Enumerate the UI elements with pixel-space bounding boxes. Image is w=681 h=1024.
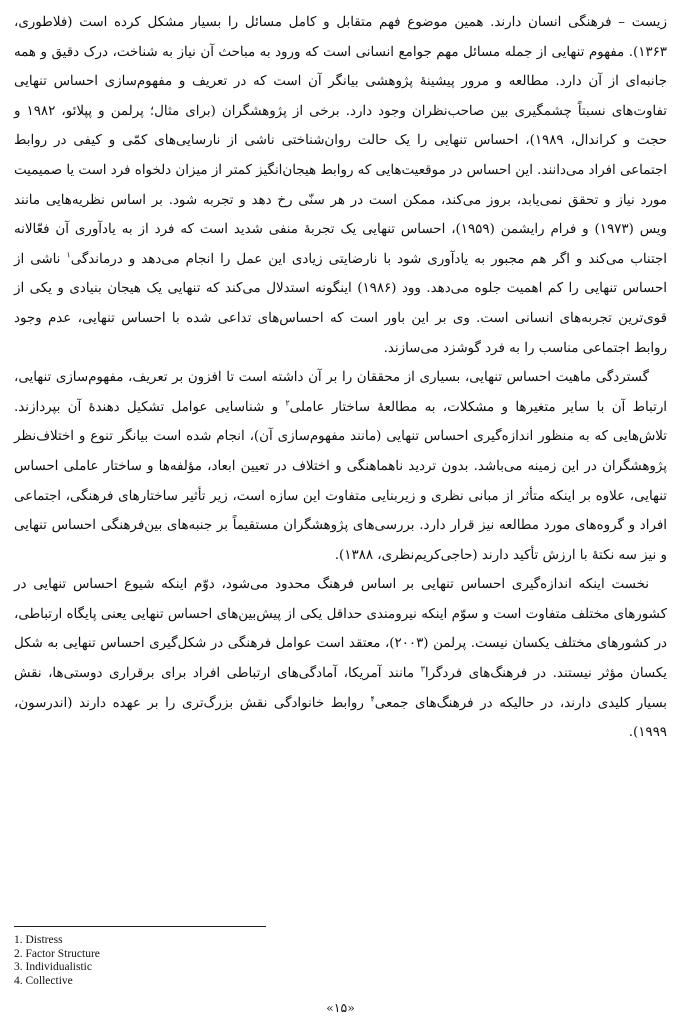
footnote-4: 4. Collective xyxy=(14,974,73,987)
paper-page xyxy=(14,8,667,1016)
paragraph-2 xyxy=(14,363,667,570)
paragraph-1 xyxy=(14,8,667,363)
paragraph-2-text-b: و شناسایی عوامل تشکیل دهندهٔ آن بپردازند. تلاش‌هایی که به منظور اندازه‌گیری احساس تنهایی (مانند مفهوم‌سازی آن)، انجام شده است بیانگر تنوع و اختلاف‌نظر پژوهشگران در این زمینه می‌باشد. بدون تردید ناهماهنگی و اختلاف در تعیین ابعاد، مؤلفه‌ها و ساختار عاملی احساس تنهایی، علاوه بر اینکه متأثر از مبانی نظری و زیربنایی متفاوت این سازه است، زیر تأثیر ساختارهای فرهنگی، اجتماعی افراد و گروه‌های مورد مطالعه نیز قرار دارد. بررسی‌های پژوهشگران مستقیماً بر جنبه‌های بین‌فرهنگی احساس تنهایی و نیز سه نکتهٔ با ارزش تأکید دارند (حاجی‌کریم‌نظری، ۱۳۸۸). xyxy=(14,399,667,563)
footnote-3: 3. Individualistic xyxy=(14,961,92,974)
page-number: «۱۵» xyxy=(326,1000,355,1015)
footnote-divider xyxy=(14,926,266,927)
footnote-ref-2: ۲ xyxy=(285,398,290,408)
body-text xyxy=(14,8,667,748)
footnote-ref-1: ۱ xyxy=(66,250,71,260)
footnote-2: 2. Factor Structure xyxy=(14,947,100,960)
paragraph-3-text-b: مانند آمریکا، آمادگی‌های ارتباطی افراد برای برقراری دوستی‌ها، نقش بسیار کلیدی دارند، در حالیکه در فرهنگ‌های جمعی xyxy=(14,666,667,711)
footnote-ref-3: ۳ xyxy=(420,664,425,674)
footnotes-list xyxy=(14,934,100,988)
paragraph-2-text-a: گستردگی ماهیت احساس تنهایی، بسیاری از محققان را بر آن داشته است تا افزون بر تعریف، مفهوم‌سازی تنهایی، ارتباط آن با سایر متغیرها و مشکلات، به مطالعهٔ ساختار عاملی xyxy=(14,370,668,415)
paragraph-3-text-c: روابط خانوادگی نقش بزرگ‌تری را بر عهده دارند (اندرسون، ۱۹۹۹). xyxy=(14,695,667,741)
paragraph-3 xyxy=(14,570,667,748)
footnote-1: 1. Distress xyxy=(14,934,63,946)
paragraph-3-text-a: نخست اینکه اندازه‌گیری احساس تنهایی بر اساس فرهنگ محدود می‌شود، دوّم اینکه شیوع احساس تنهایی در کشورهای مختلف متفاوت است و سوّم اینکه نیرومندی حداقل یکی از پیش‌بین‌های احساس تنهایی یعنی پایگاه ارتباطی، در کشورهای مختلف یکسان نیست. پرلمن (۲۰۰۳)، معتقد است عوامل فرهنگی در شکل‌گیری احساس تنهایی به شکل یکسان مؤثر نیستند. در فرهنگ‌های فردگرا xyxy=(14,577,667,682)
footnote-ref-4: ۴ xyxy=(370,694,375,704)
paragraph-1-text-b: ناشی از احساس تنهایی را کم اهمیت جلوه می‌دهد. وود (۱۹۸۶) اینگونه استدلال می‌کند که تنهایی یک هیجان بنیادی و یکی از قوی‌ترین تجربه‌های انسانی است. وی بر این باور است که احساس‌های تداعی شده با احساس تنهایی، عدم وجود روابط اجتماعی مناسب را به فرد گوشزد می‌سازند. xyxy=(14,251,667,356)
paragraph-1-text-a: زیست – فرهنگی انسان دارند. همین موضوع فهم متقابل و کامل مسائل را بسیار مشکل کرده است (فلاطوری، ۱۳۶۳). مفهوم تنهایی از جمله مسائل مهم جوامع انسانی است که ورود به مباحث آن نیاز به شناخت، درک دقیق و همه جانبه‌ای از آن دارد. مطالعه و مرور پیشینهٔ پژوهشی بیانگر آن است که در تعریف و مفهوم‌سازی احساس تنهایی تفاوت‌های نسبتاً چشمگیری بین صاحب‌نظران وجود دارد. برخی از پژوهشگران (برای مثال؛ پرلمن و پپلائو، ۱۹۸۲ و حجت و کراندال، ۱۹۸۹)، احساس تنهایی را یک حالت روان‌شناختی ناشی از نارسایی‌های کمّی و کیفی در روابط اجتماعی افراد می‌دانند. این احساس در موقعیت‌هایی که روابط هیجان‌انگیز کمتر از میزان دلخواه فرد است یا صمیمیت مورد نیاز و تحقق نمی‌یابد، بروز می‌کند، ممکن است در هر سنّی رخ دهد و تجربه شود. بر اساس نظریه‌هایی مانند ویس (۱۹۷۳) و فرام رایشمن (۱۹۵۹)، احساس تنهایی یک تجربهٔ منفی شدید است که فرد از به یادآوری آن فعّالانه اجتناب می‌کند و اگر هم مجبور به یادآوری شود با نارضایتی زیادی این عمل را انجام می‌دهد و درماندگی xyxy=(14,15,668,267)
